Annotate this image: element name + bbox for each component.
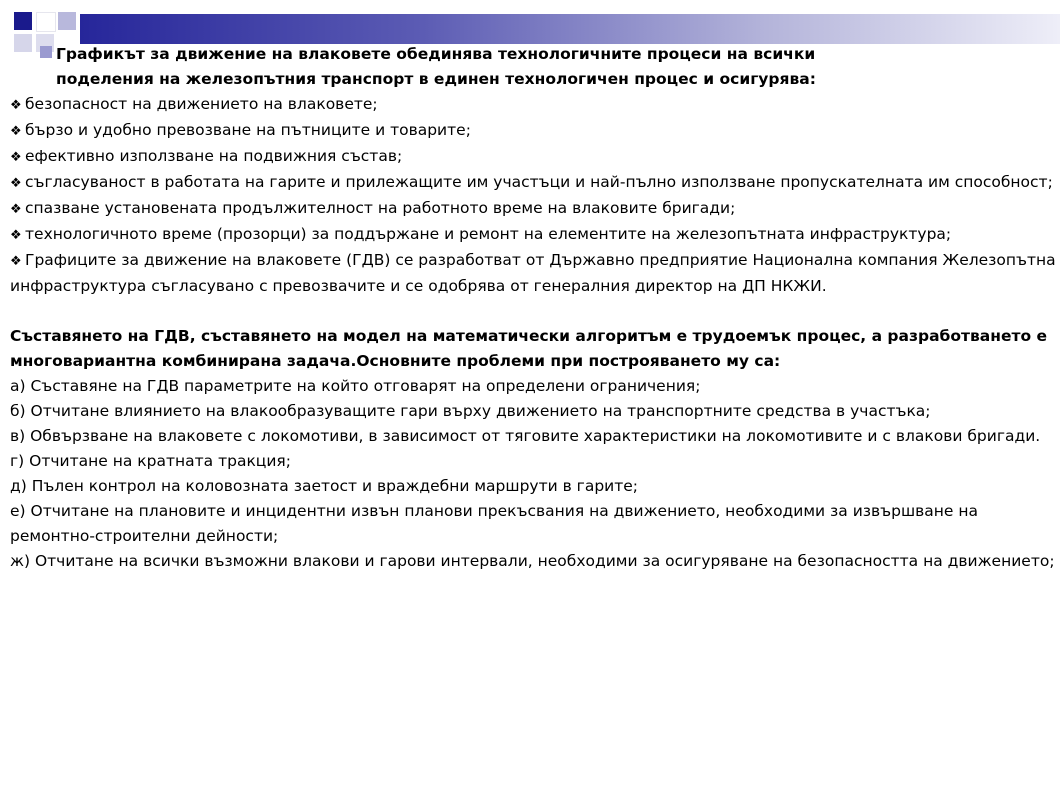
bullet-text: спазване установената продължителност на работното време на влаковите бригади;	[25, 199, 736, 217]
header-square-white	[36, 12, 56, 32]
list-item	[10, 196, 1056, 222]
list-item: д) Пълен контрол на коловозната заетост и враждебни маршрути в гарите;	[10, 477, 639, 495]
bullet-text: бързо и удобно превозване на пътниците и товарите;	[25, 121, 471, 139]
list-item	[10, 118, 1056, 144]
header-square-dark	[14, 12, 32, 30]
list-item: а) Съставяне на ГДВ параметрите на който отговарят на определени ограничения;	[10, 377, 701, 395]
bullet-text: безопасност на движението на влаковете;	[25, 95, 378, 113]
slide-title-line1: Графикът за движение на влаковете обединява технологичните процеси на всички	[56, 45, 816, 63]
slide-title-line2: поделения на железопътния транспорт в единен технологичен процес и осигурява:	[56, 70, 816, 88]
diamond-bullet-icon: ❖	[10, 150, 22, 165]
slide-title	[10, 42, 1056, 92]
diamond-bullet-icon: ❖	[10, 228, 22, 243]
bullet-text: Графиците за движение на влаковете (ГДВ) се разработват от Държавно предприятие Национална компания Железопътна инфраструктура съгласувано с превозвачите и се одобрява от генералния директор на ДП НКЖИ.	[10, 251, 1056, 295]
list-item: б) Отчитане влиянието на влакообразуващите гари върху движението на транспортните средства в участъка;	[10, 402, 931, 420]
bullet-text: ефективно използване на подвижния състав;	[25, 147, 403, 165]
bullet-text: технологичното време (прозорци) за поддържане и ремонт на елементите на железопътната инфраструктура;	[25, 225, 952, 243]
list-item	[10, 144, 1056, 170]
diamond-bullet-icon: ❖	[10, 202, 22, 217]
list-item	[10, 222, 1056, 248]
list-item: в) Обвързване на влаковете с локомотиви, в зависимост от тяговите характеристики на локомотивите и с влакови бригади.	[10, 427, 1041, 445]
bullet-text: съгласуваност в работата на гарите и прилежащите им участъци и най-пълно използване пропускателната им способност;	[25, 173, 1053, 191]
list-item	[10, 92, 1056, 118]
list-item: г) Отчитане на кратната тракция;	[10, 452, 291, 470]
list-item	[10, 170, 1056, 196]
diamond-bullet-icon: ❖	[10, 176, 22, 191]
section-spacer	[10, 299, 1056, 324]
list-item: е) Отчитане на плановите и инцидентни извън планови прекъсвания на движението, необходими за извършване на ремонтно-строителни дейности;	[10, 502, 978, 545]
slide-content	[10, 42, 1056, 574]
diamond-bullet-icon: ❖	[10, 98, 22, 113]
problem-list	[10, 374, 1056, 574]
bullet-list	[10, 92, 1056, 299]
list-item	[10, 248, 1056, 299]
list-item: ж) Отчитане на всички възможни влакови и гарови интервали, необходими за осигуряване на безопасността на движението;	[10, 552, 1055, 570]
diamond-bullet-icon: ❖	[10, 254, 22, 269]
header-square-light	[58, 12, 76, 30]
header-gradient-bar	[80, 14, 1060, 44]
diamond-bullet-icon: ❖	[10, 124, 22, 139]
section-heading: Съставянето на ГДВ, съставянето на модел на математически алгоритъм е трудоемък процес, а разработването е многовариантна комбинирана задача.Основните проблеми при построяването му са:	[10, 327, 1048, 370]
